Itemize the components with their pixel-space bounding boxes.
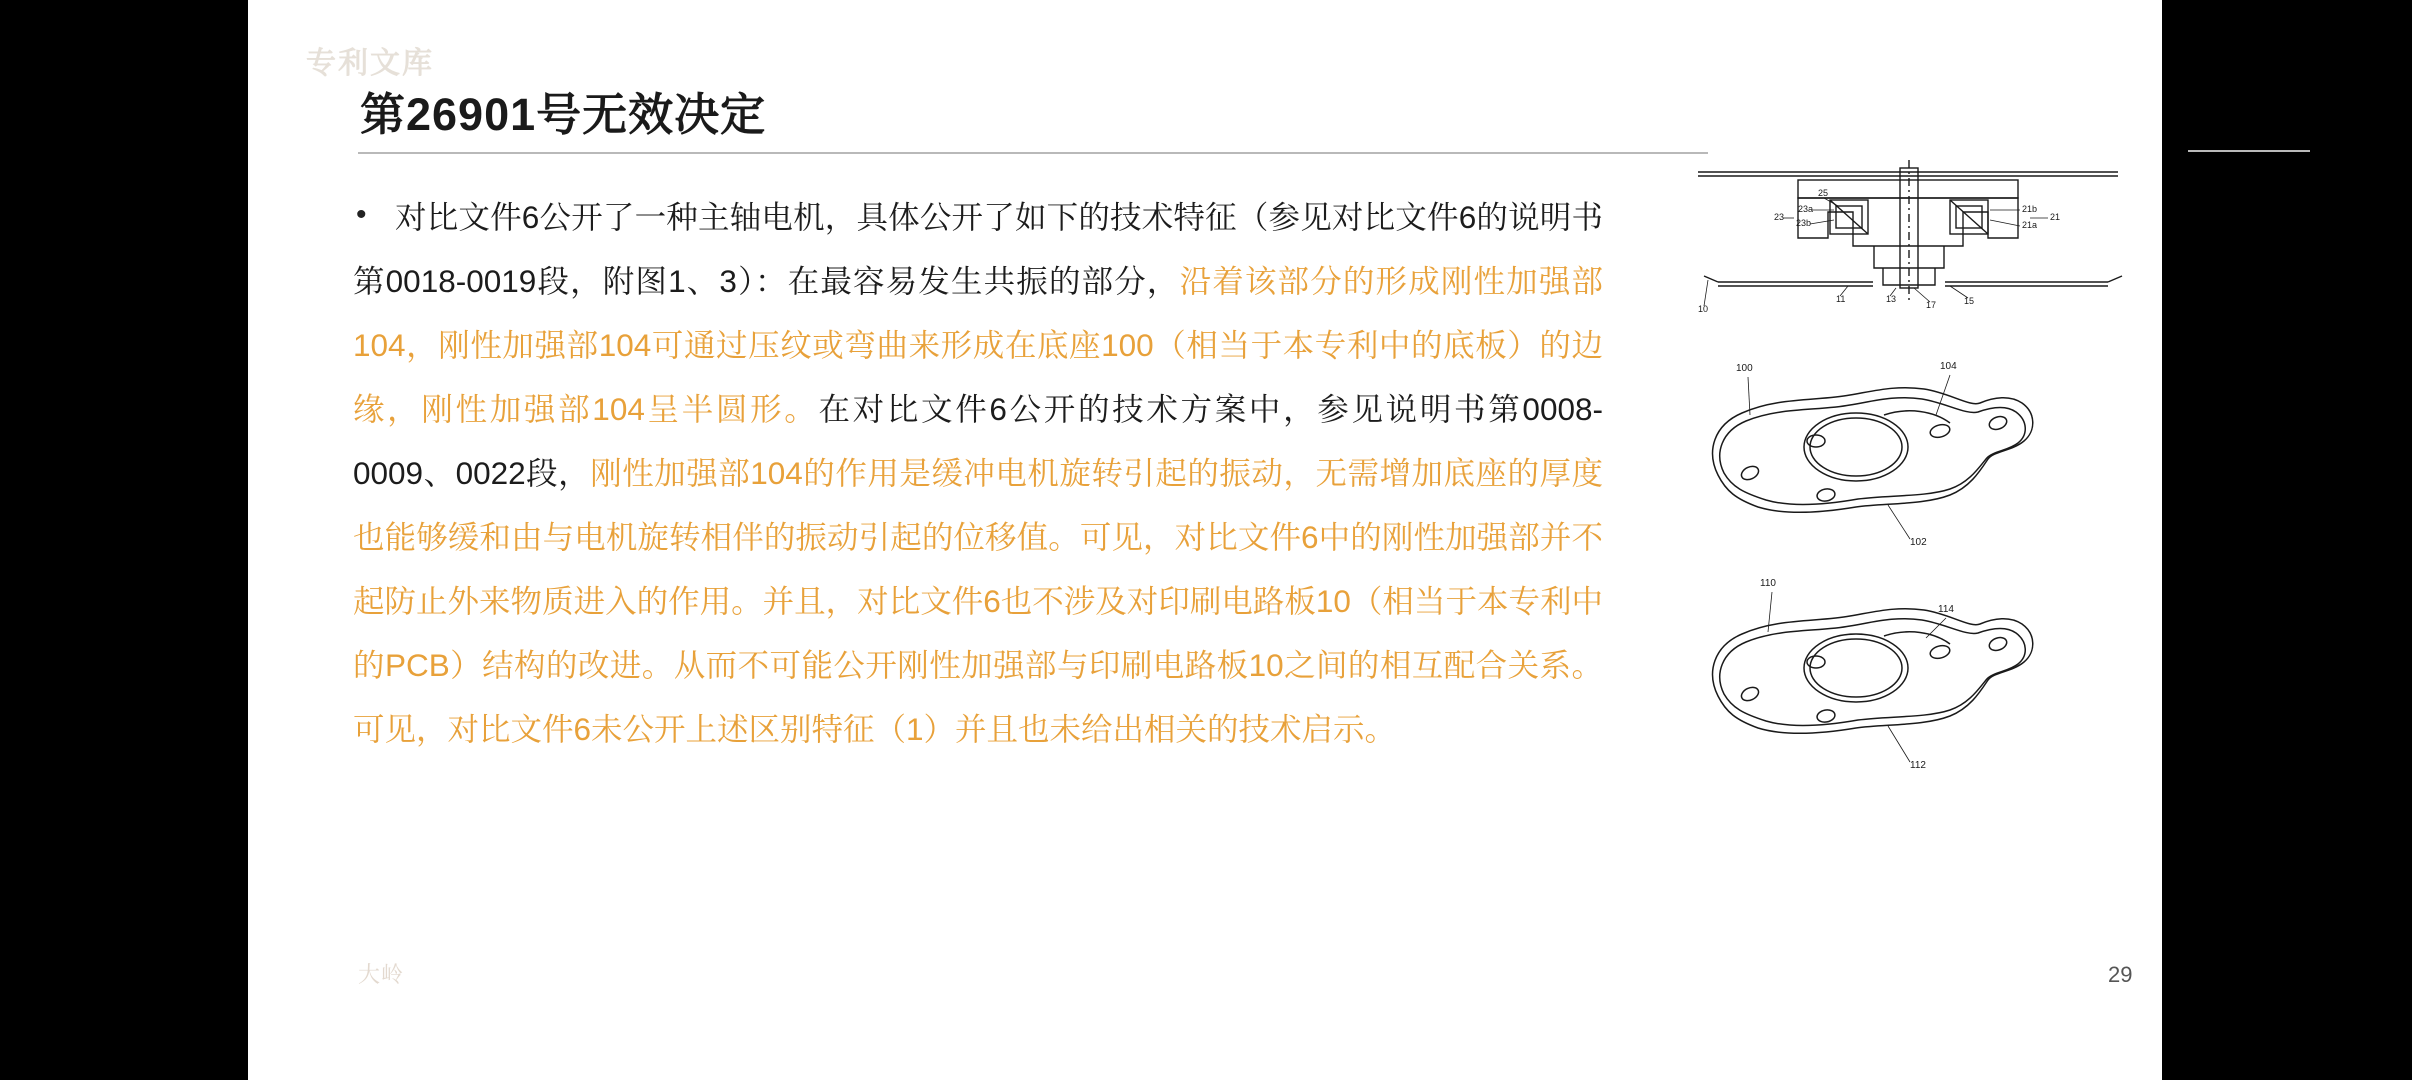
page-title: 第26901号无效决定: [360, 89, 767, 140]
paragraph: [353, 185, 1603, 761]
motor-cross-section-figure: [1678, 150, 2148, 350]
title-divider: [358, 152, 1708, 154]
svg-text:110: 110: [1760, 578, 1776, 589]
body-text-block: [353, 185, 1603, 761]
svg-text:23: 23: [1774, 212, 1785, 222]
svg-text:100: 100: [1736, 363, 1753, 374]
paragraph-segment: 对比文件6公开了一种主轴电机，具体公开了如下的技术特征（参见对比文件6的说明书第0018-0019段，附图1、3）：在最容易发生共振的部分，: [353, 199, 1603, 299]
svg-text:23a: 23a: [1798, 204, 1814, 214]
svg-text:21: 21: [2050, 212, 2061, 222]
svg-text:15: 15: [1964, 296, 1975, 306]
svg-text:25: 25: [1818, 188, 1829, 198]
svg-text:102: 102: [1910, 537, 1927, 548]
svg-text:17: 17: [1926, 300, 1937, 310]
page-number: 29: [2108, 962, 2133, 987]
paragraph-segment: 在对比文件6公开的技术方案中，参见说明书第0008-0009、0022段，: [353, 391, 1603, 491]
slide-canvas: [248, 0, 2162, 1080]
letterbox-right: [2162, 0, 2412, 1080]
title-divider-right: [2188, 150, 2310, 152]
svg-text:23b: 23b: [1796, 218, 1812, 228]
svg-text:112: 112: [1910, 760, 1926, 771]
svg-text:10: 10: [1698, 304, 1709, 314]
svg-text:21b: 21b: [2022, 204, 2038, 214]
svg-text:21a: 21a: [2022, 220, 2038, 230]
paragraph-segment: 沿着该部分的形成刚性加强部104，刚性加强部104可通过压纹或弯曲来形成在底座100（相当于本专利中的底板）的边缘，刚性加强部104呈半圆形。: [353, 263, 1603, 427]
watermark-top: 专利文库: [306, 47, 434, 80]
svg-text:104: 104: [1940, 361, 1957, 372]
figure-column: [1678, 150, 2148, 980]
watermark-bottom: 大岭: [358, 962, 405, 987]
svg-text:114: 114: [1938, 604, 1954, 615]
paragraph-segment: 刚性加强部104的作用是缓冲电机旋转引起的振动，无需增加底座的厚度也能够缓和由与电机旋转相伴的振动引起的位移值。可见，对比文件6中的刚性加强部并不起防止外来物质进入的作用。并且，对比文件6也不涉及对印刷电路板10（相当于本专利中的PCB）结构的改进。从而不可能公开刚性加强部与印刷电路板10之间的相互配合关系。可见，对比文件6未公开上述区别特征（1）并且也未给出相关的技术启示。: [353, 455, 1604, 747]
bullet-icon: •: [356, 198, 367, 231]
letterbox-left: [0, 0, 248, 1080]
svg-text:11: 11: [1836, 294, 1846, 304]
base-plate-top-view-figure: [1688, 355, 2128, 565]
base-plate-second-view-figure: [1688, 570, 2128, 790]
svg-text:13: 13: [1886, 294, 1897, 304]
